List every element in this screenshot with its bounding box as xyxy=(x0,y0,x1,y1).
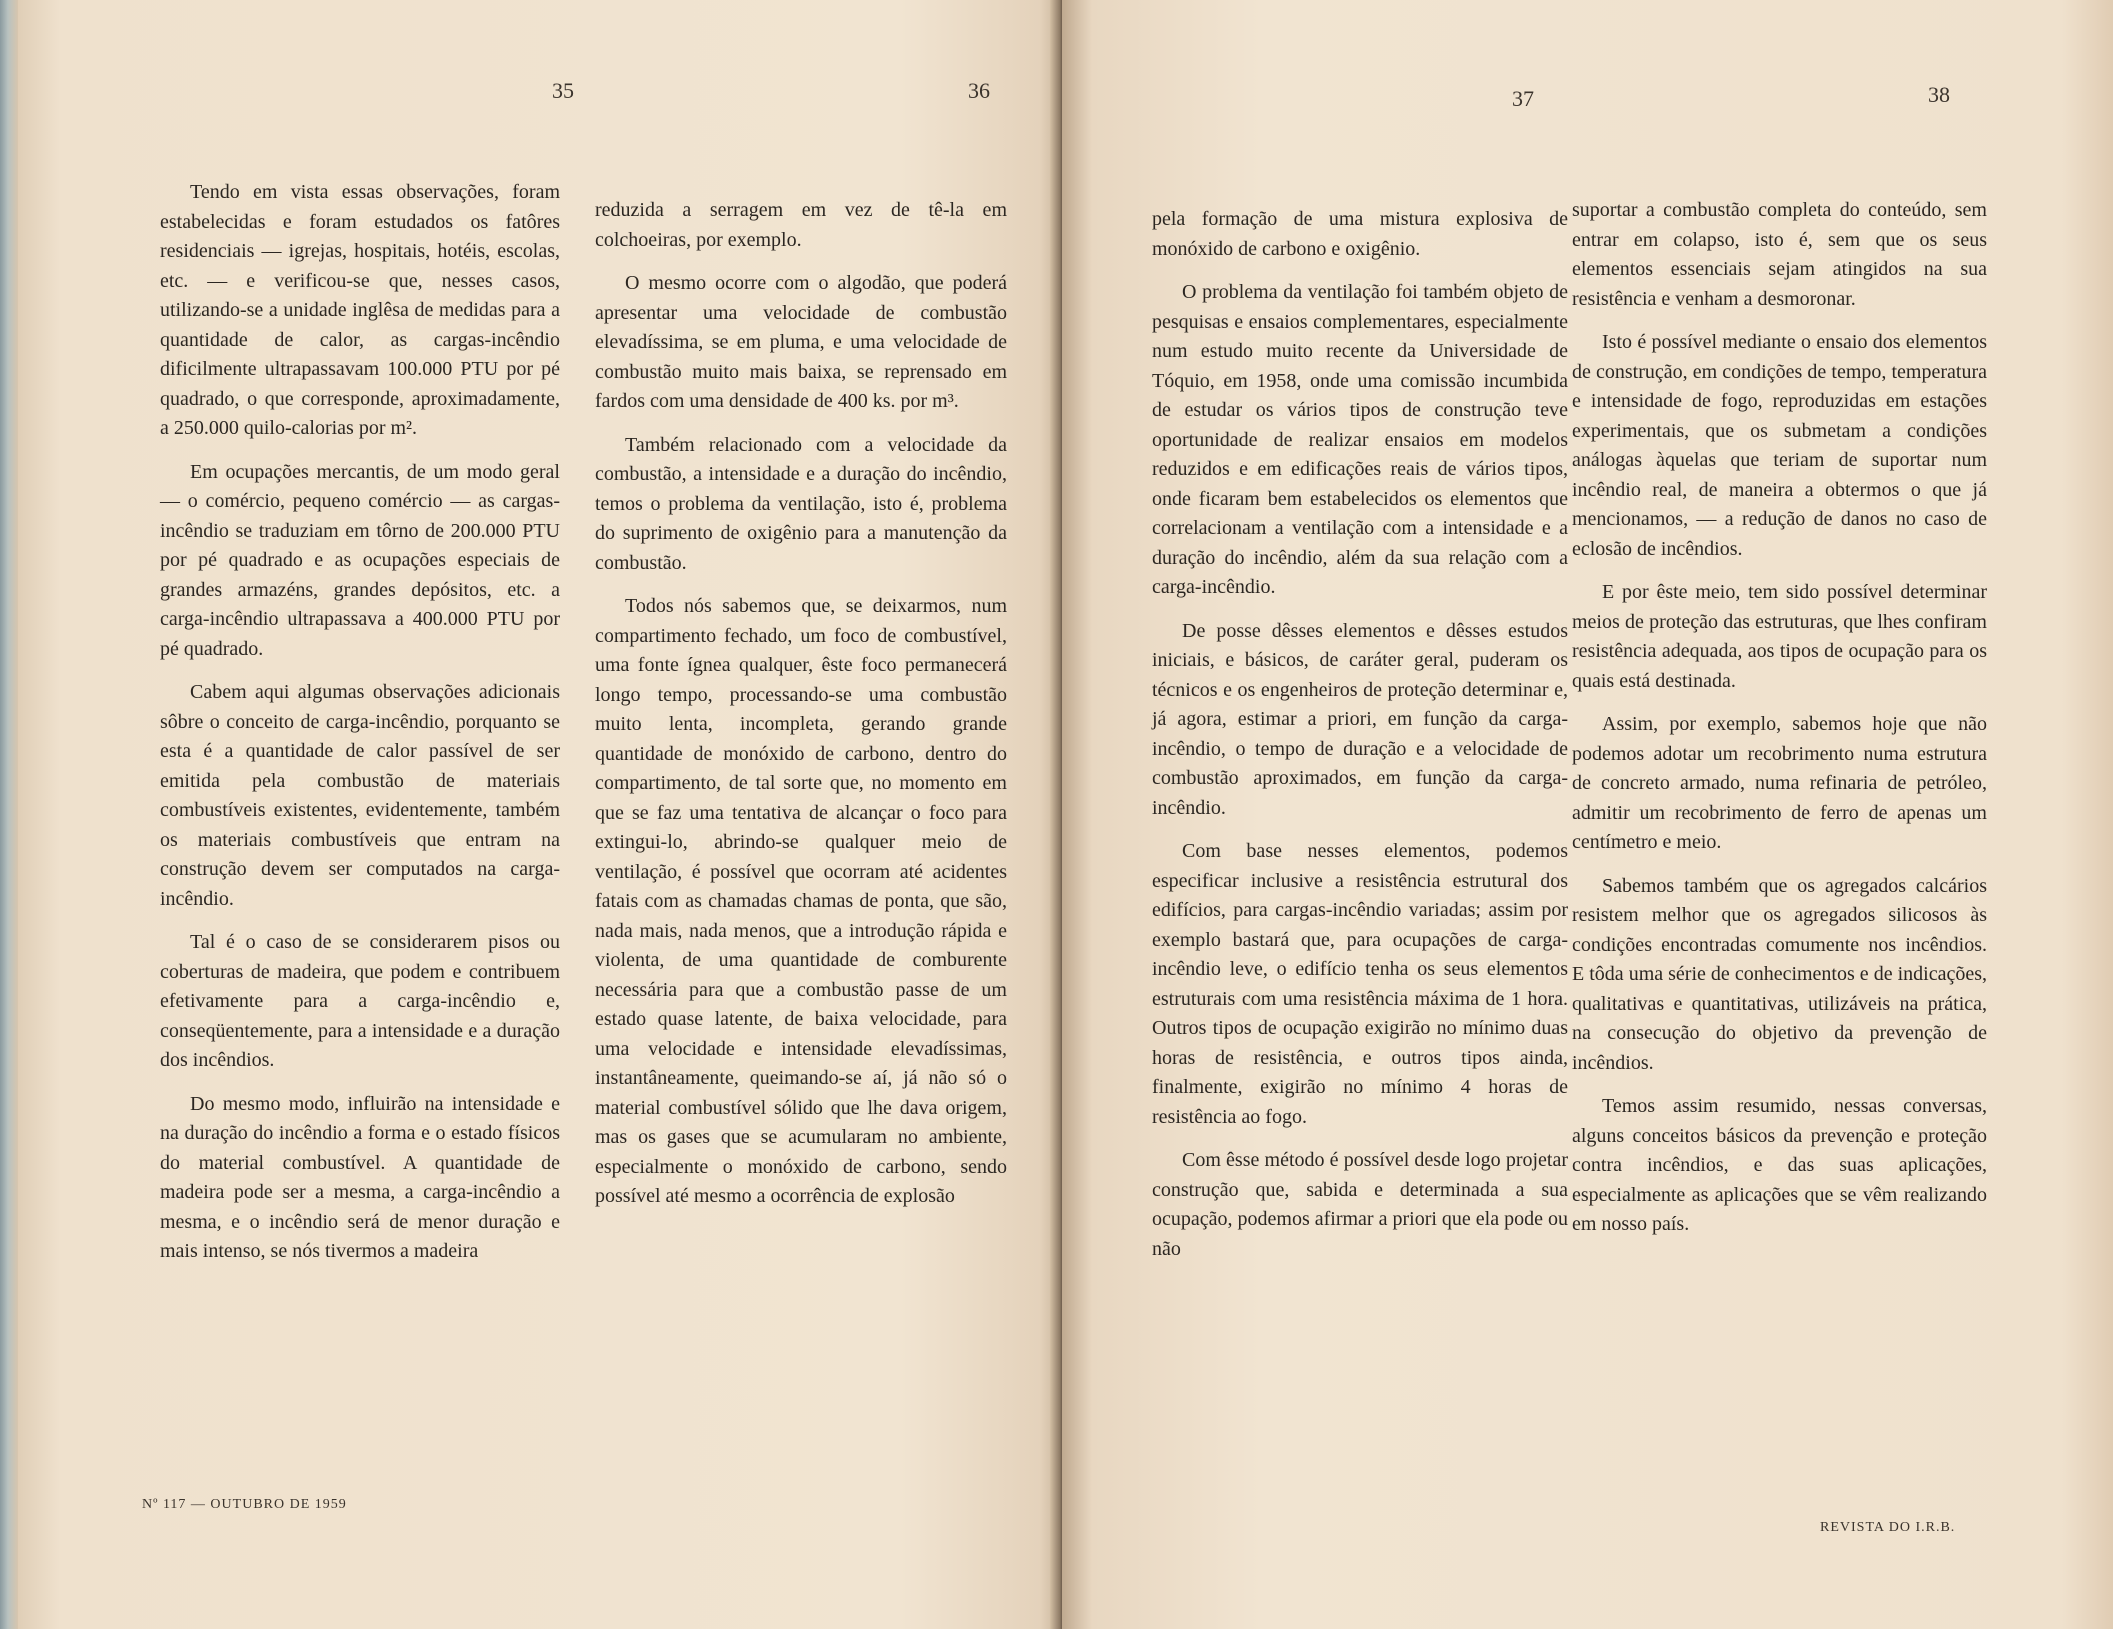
paragraph: Tendo em vista essas observações, foram estabelecidas e foram estudados os fatôres residenciais — igrejas, hospitais, hotéis, escolas, etc. — e verificou-se que, nesses casos, utilizando-se a unidade inglêsa de medidas para a quantidade de calor, as cargas-incêndio dificilmente ultrapassavam 100.000 PTU por pé quadrado, o que corresponde, aproximadamente, a 250.000 quilo-calorias por m². xyxy=(160,181,560,439)
page-number-35: 35 xyxy=(552,78,574,103)
paragraph: O problema da ventilação foi também objeto de pesquisas e ensaios complementares, especialmente num estudo muito recente da Universidade de Tóquio, em 1958, onde uma comissão incumbida de estudar os vários tipos de construção teve oportunidade de realizar ensaios em modelos reduzidos e em edificações reais de vários tipos, onde ficaram bem estabelecidos os elementos que correlacionam a ventilação com a intensidade e a duração do incêndio, além da sua relação com a carga-incêndio. xyxy=(1152,281,1568,598)
column-page-37 xyxy=(1152,205,1568,1278)
page-number-38: 38 xyxy=(1928,82,1950,107)
column-page-38 xyxy=(1572,196,1987,1254)
paragraph: Também relacionado com a velocidade da combustão, a intensidade e a duração do incêndio, temos o problema da ventilação, isto é, problema do suprimento de oxigênio para a manutenção da combustão. xyxy=(595,433,1007,574)
paragraph: suportar a combustão completa do conteúdo, sem entrar em colapso, isto é, sem que os seus elementos essenciais sejam atingidos na sua resistência e venham a desmoronar. xyxy=(1572,199,1987,310)
paragraph: Cabem aqui algumas observações adicionais sôbre o conceito de carga-incêndio, porquanto se esta é a quantidade de calor passível de ser emitida pela combustão de materiais combustíveis existentes, evidentemente, também os materiais combustíveis que entram na construção devem ser computados na carga-incêndio. xyxy=(160,681,560,910)
paragraph: Com base nesses elementos, podemos especificar inclusive a resistência estrutural dos edifícios, para cargas-incêndio variadas; assim por exemplo bastará que, para ocupações de carga-incêndio leve, o edifício tenha os seus elementos estruturais com uma resistência máxima de 1 hora. Outros tipos de ocupação exigirão no mínimo duas horas de resistência, e outros tipos ainda, finalmente, exigirão no mínimo 4 horas de resistência ao fogo. xyxy=(1152,840,1568,1128)
page-number-36: 36 xyxy=(968,78,990,103)
paragraph: Temos assim resumido, nessas conversas, alguns conceitos básicos da prevenção e proteção contra incêndios, e das suas aplicações, especialmente as aplicações que se vêm realizando em nosso país. xyxy=(1572,1095,1987,1235)
column-page-36 xyxy=(595,196,1007,1226)
paragraph: pela formação de uma mistura explosiva de monóxido de carbono e oxigênio. xyxy=(1152,208,1568,260)
paragraph: Do mesmo modo, influirão na intensidade e na duração do incêndio a forma e o estado físicos do material combustível. A quantidade de madeira pode ser a mesma, a carga-incêndio a mesma, e o incêndio será de menor duração e mais intenso, se nós tivermos a madeira xyxy=(160,1092,560,1262)
page-number-37: 37 xyxy=(1512,86,1534,111)
footer-issue: Nº 117 — OUTUBRO DE 1959 xyxy=(142,1497,347,1512)
paragraph: Em ocupações mercantis, de um modo geral — o comércio, pequeno comércio — as cargas-incêndio se traduziam em tôrno de 200.000 PTU por pé quadrado e as ocupações especiais de grandes armazéns, grandes depósitos, etc. a carga-incêndio ultrapassava a 400.000 PTU por pé quadrado. xyxy=(160,460,560,660)
paragraph: E por êste meio, tem sido possível determinar meios de proteção das estruturas, que lhes confiram resistência adequada, aos tipos de ocupação para os quais está destinada. xyxy=(1572,581,1987,692)
column-page-35 xyxy=(160,178,560,1281)
paragraph: Sabemos também que os agregados calcários resistem melhor que os agregados silicosos às condições encontradas comumente nos incêndios. E tôda uma série de conhecimentos e de indicações, qualitativas e quantitativas, utilizáveis na prática, na consecução do objetivo da prevenção de incêndios. xyxy=(1572,874,1987,1074)
right-page xyxy=(1062,0,2113,1629)
paragraph: Tal é o caso de se considerarem pisos ou coberturas de madeira, que podem e contribuem efetivamente para a carga-incêndio e, conseqüentemente, para a intensidade e a duração dos incêndios. xyxy=(160,931,560,1071)
footer-publication: REVISTA DO I.R.B. xyxy=(1820,1520,1956,1535)
paragraph: Isto é possível mediante o ensaio dos elementos de construção, em condições de tempo, temperatura e intensidade de fogo, reproduzidas em estações experimentais, que os submetam a condições análogas àquelas que teriam de suportar num incêndio real, de maneira a obtermos o que já mencionamos, — a redução de danos no caso de eclosão de incêndios. xyxy=(1572,331,1987,560)
paragraph: Assim, por exemplo, sabemos hoje que não podemos adotar um recobrimento numa estrutura de concreto armado, numa refinaria de petróleo, admitir um recobrimento de ferro de apenas um centímetro e meio. xyxy=(1572,713,1987,853)
paragraph: O mesmo ocorre com o algodão, que poderá apresentar uma velocidade de combustão elevadíssima, se em pluma, e uma velocidade de combustão muito mais baixa, se reprensado em fardos com uma densidade de 400 ks. por m³. xyxy=(595,272,1007,412)
paragraph: reduzida a serragem em vez de tê-la em colchoeiras, por exemplo. xyxy=(595,199,1007,251)
page-edge xyxy=(0,0,18,1629)
paragraph: Todos nós sabemos que, se deixarmos, num compartimento fechado, um foco de combustível, uma fonte ígnea qualquer, êste foco permanecerá longo tempo, processando-se uma combustão muito lenta, incompleta, gerando grande quantidade de monóxido de carbono, dentro do compartimento, de tal sorte que, no momento em que se faz uma tentativa de alcançar o foco para extingui-lo, abrindo-se qualquer meio de ventilação, é possível que ocorram até acidentes fatais com as chamadas chamas de ponta, que são, nada mais, nada menos, que a introdução rápida e violenta, de uma quantidade de comburente necessária para que a combustão passe de um estado quase latente, de baixa velocidade, para uma velocidade e intensidade elevadíssimas, instantâneamente, queimando-se aí, já não só o material combustível sólido que lhe dava origem, mas os gases que se acumularam no ambiente, especialmente o monóxido de carbono, sendo possível até mesmo a ocorrência de explosão xyxy=(595,595,1007,1207)
paragraph: De posse dêsses elementos e dêsses estudos iniciais, e básicos, de caráter geral, puderam os técnicos e os engenheiros de proteção determinar e, já agora, estimar a priori, em função da carga-incêndio, o tempo de duração e a velocidade de combustão aproximados, em função da carga-incêndio. xyxy=(1152,619,1568,819)
paragraph: Com êsse método é possível desde logo projetar construção que, sabida e determinada a sua ocupação, podemos afirmar a priori que ela pode ou não xyxy=(1152,1149,1568,1260)
